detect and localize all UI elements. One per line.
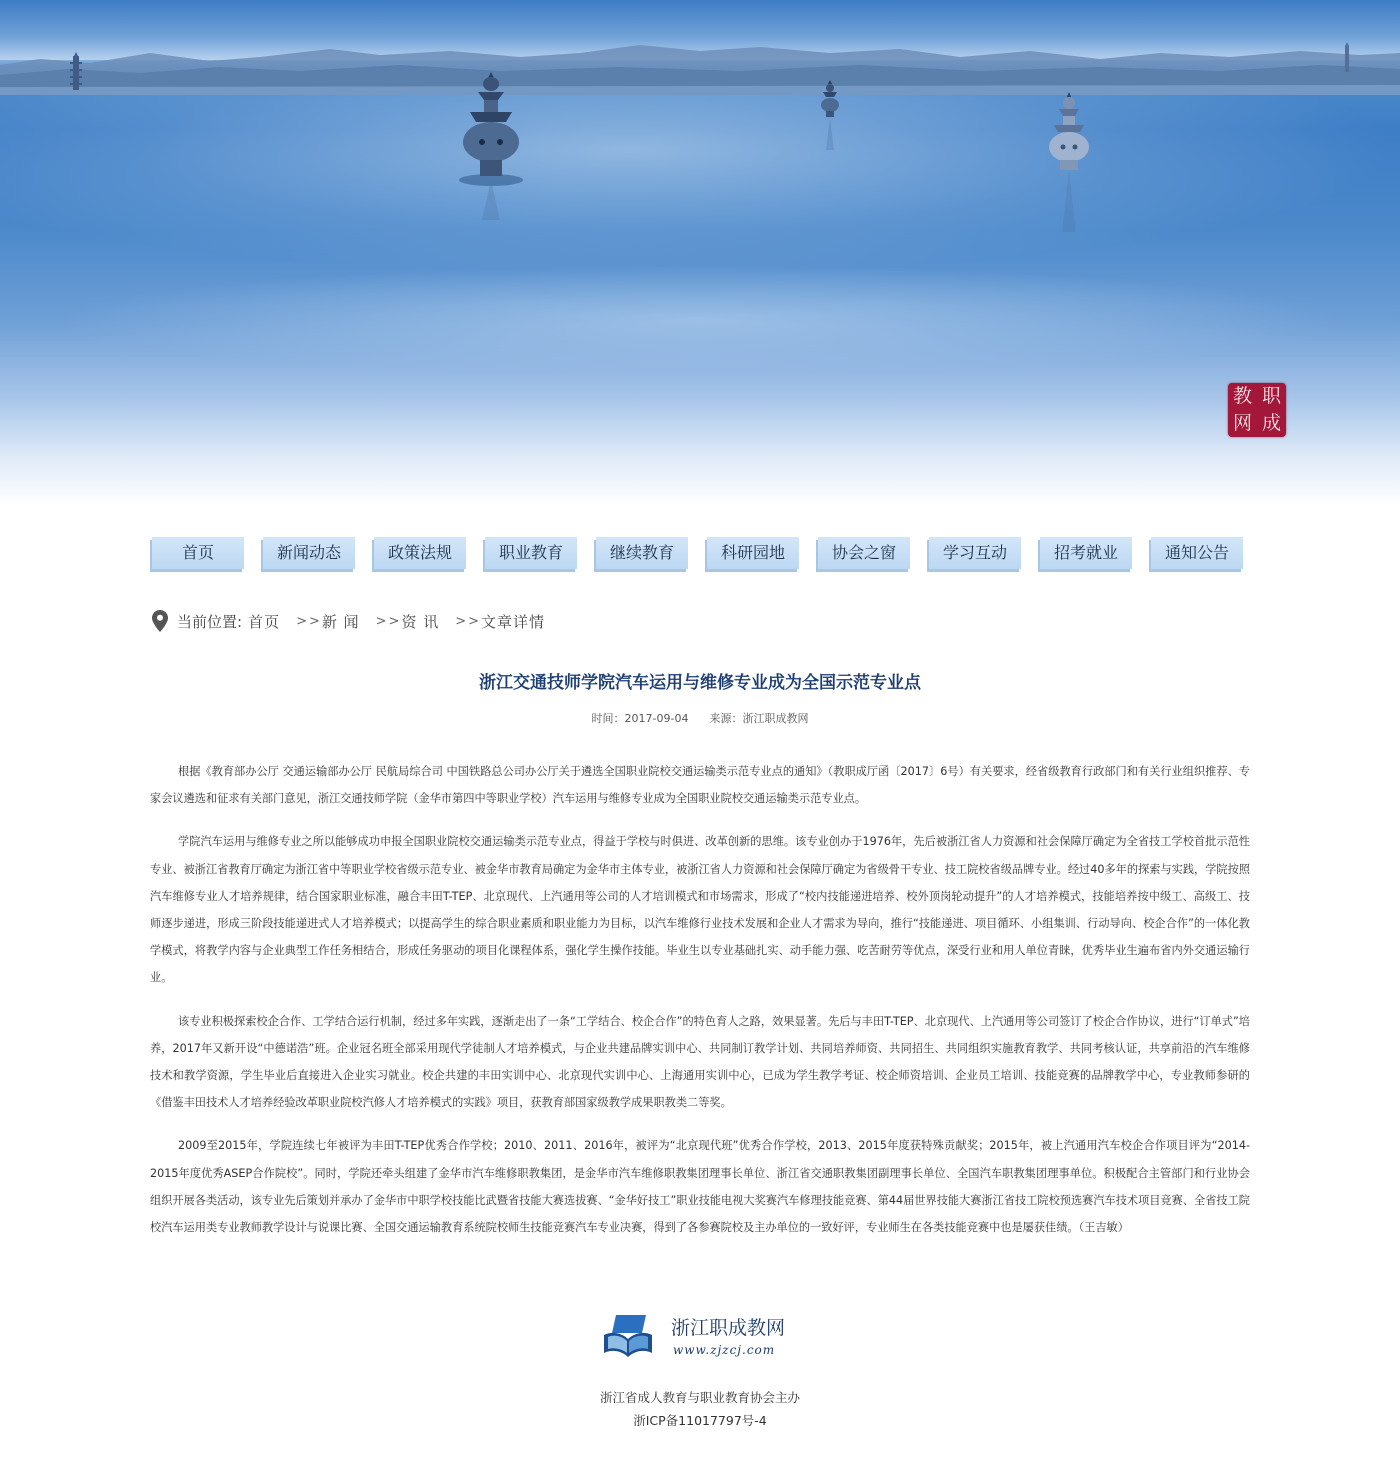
article-meta: [0, 710, 1400, 726]
footer-sponsor: 浙江省成人教育与职业教育协会主办: [599, 1390, 800, 1405]
nav-item-research[interactable]: 科研园地: [707, 537, 799, 569]
banner-mountains: [0, 35, 1400, 95]
footer-logo-name: 浙江职成教网: [671, 1317, 786, 1339]
article-paragraph: 2009至2015年，学院连续七年被评为丰田T-TEP优秀合作学校；2010、2011、2016年，被评为“北京现代班”优秀合作学校，2013、2015年度获特殊贡献奖；2015年，被上汽通用汽车校企合作项目评为“2014-2015年度优秀ASEP合作院校”。同时，学院还牵头组建了金华市汽车维修职教集团，是金华市汽车维修职教集团理事长单位、浙江省交通职教集团副理事长单位、全国汽车职教集团理事单位。积极配合主管部门和行业协会组织开展各类活动，该专业先后策划并承办了金华市中职学校技能比武暨省技能大赛选拔赛、“金华好技工”职业技能电视大奖赛汽车修理技能竞赛、第44届世界技能大赛浙江省技工院校预选赛汽车技术项目竞赛、全省技工院校汽车运用类专业教师教学设计与说课比赛、全国交通运输教育系统院校师生技能竞赛汽车专业决赛，得到了各参赛院校及主办单位的一致好评，专业师生在各类技能竞赛中也是屡获佳绩。（王吉敏）: [150, 1139, 1250, 1235]
nav-item-news[interactable]: 新闻动态: [263, 537, 355, 569]
breadcrumb-home[interactable]: 首页: [248, 612, 281, 631]
shore-pagoda-left: [66, 52, 86, 92]
location-pin-icon: [152, 610, 168, 632]
stone-lantern-right: [1044, 92, 1094, 232]
article-paragraph: 学院汽车运用与维修专业之所以能够成功申报全国职业院校交通运输类示范专业点，得益于学校与时俱进、改革创新的思维。该专业创办于1976年，先后被浙江省人力资源和社会保障厅确定为全省技工学校首批示范性专业、被浙江省教育厅确定为浙江省中等职业学校省级示范专业、被金华市教育局确定为金华市主体专业，被浙江省人力资源和社会保障厅确定为省级骨干专业、技工院校省级品牌专业。经过40多年的探索与实践，学院按照汽车维修专业人才培养规律，结合国家职业标准，融合丰田T-TEP、北京现代、上汽通用等公司的人才培训模式和市场需求，形成了“校内技能递进培养、校外顶岗轮动提升”的人才培养模式，技能培养按中级工、高级工、技师逐步递进，形成三阶段技能递进式人才培养模式；以提高学生的综合职业素质和职业能力为目标，以汽车维修行业技术发展和企业人才需求为导向，推行“技能递进、项目循环、小组集训、行动导向、校企合作”的一体化教学模式，将教学内容与企业典型工作任务相结合，形成任务驱动的项目化课程体系，强化学生操作技能。毕业生以专业基础扎实、动手能力强、吃苦耐劳等优点，深受行业和用人单位青睐，优秀毕业生遍布省内外交通运输行业。: [150, 835, 1250, 985]
stone-lantern-left: [456, 70, 526, 220]
nav-item-policy[interactable]: 政策法规: [374, 537, 466, 569]
article-time: 时间：2017-09-04: [591, 712, 689, 725]
article-title: 浙江交通技师学院汽车运用与维修专业成为全国示范专业点: [479, 673, 921, 693]
seal-char: 成: [1261, 412, 1281, 434]
nav-item-learning[interactable]: 学习互动: [929, 537, 1021, 569]
breadcrumb-separator: >>: [455, 613, 482, 629]
breadcrumb-separator: >>: [296, 613, 322, 629]
nav-item-vocational[interactable]: 职业教育: [485, 537, 577, 569]
banner-water-shine: [0, 260, 1400, 380]
article-body: [150, 758, 1250, 1257]
article-paragraph: 该专业积极探索校企合作、工学结合运行机制，经过多年实践，逐渐走出了一条“工学结合、校企合作”的特色育人之路，效果显著。先后与丰田T-TEP、北京现代、上汽通用等公司签订了校企合作协议，进行“订单式”培养，2017年又新开设“中德诺浩”班。企业冠名班全部采用现代学徒制人才培养模式，与企业共建品牌实训中心、共同制订教学计划、共同培养师资、共同招生、共同组织实施教育教学、共同考核认证，共享前沿的汽车维修技术和教学资源，学生毕业后直接进入企业实习就业。校企共建的丰田实训中心、北京现代实训中心、上海通用实训中心，已成为学生教学考证、校企师资培训、企业员工培训、技能竞赛的品牌教学中心，专业教师参研的《借鉴丰田技术人才培养经验改革职业院校汽修人才培养模式的实践》项目，获教育部国家级教学成果职教类二等奖。: [150, 1014, 1250, 1110]
footer-icp[interactable]: 浙ICP备11017797号-4: [633, 1413, 767, 1428]
main-nav: [152, 537, 1248, 573]
nav-item-continuing[interactable]: 继续教育: [596, 537, 688, 569]
open-book-logo-icon: [602, 1313, 654, 1359]
banner-haze: [0, 95, 1400, 275]
shore-pagoda-right: [1340, 42, 1354, 72]
breadcrumb-prefix: 当前位置:: [177, 612, 243, 631]
nav-item-association[interactable]: 协会之窗: [818, 537, 910, 569]
stone-lantern-middle: [818, 80, 842, 150]
breadcrumb-separator: >>: [375, 613, 402, 629]
header-banner: [0, 0, 1400, 505]
article-source: 来源：浙江职成教网: [709, 712, 809, 725]
nav-item-admission[interactable]: 招考就业: [1040, 537, 1132, 569]
breadcrumb-news[interactable]: 新 闻: [321, 612, 360, 631]
site-seal-logo: [1228, 383, 1286, 437]
breadcrumb: [152, 609, 545, 633]
seal-char: 网: [1232, 412, 1252, 434]
footer-logo-url: www.zjzcj.com: [673, 1343, 776, 1357]
nav-item-notices[interactable]: 通知公告: [1151, 537, 1243, 569]
article-paragraph: 根据《教育部办公厅 交通运输部办公厅 民航局综合司 中国铁路总公司办公厅关于遴选全国职业院校交通运输类示范专业点的通知》（教职成厅函〔2017〕6号）有关要求，经省级教育行政部门和有关行业组织推荐、专家会议遴选和征求有关部门意见，浙江交通技师学院（金华市第四中等职业学校）汽车运用与维修专业成为全国职业院校交通运输类示范专业点。: [150, 765, 1250, 806]
seal-char: 教: [1232, 385, 1252, 407]
breadcrumb-current: 文章详情: [481, 612, 546, 631]
breadcrumb-info[interactable]: 资 讯: [401, 612, 440, 631]
nav-item-home[interactable]: 首页: [152, 537, 244, 569]
seal-char: 职: [1261, 385, 1281, 407]
footer-logo[interactable]: [602, 1311, 802, 1361]
